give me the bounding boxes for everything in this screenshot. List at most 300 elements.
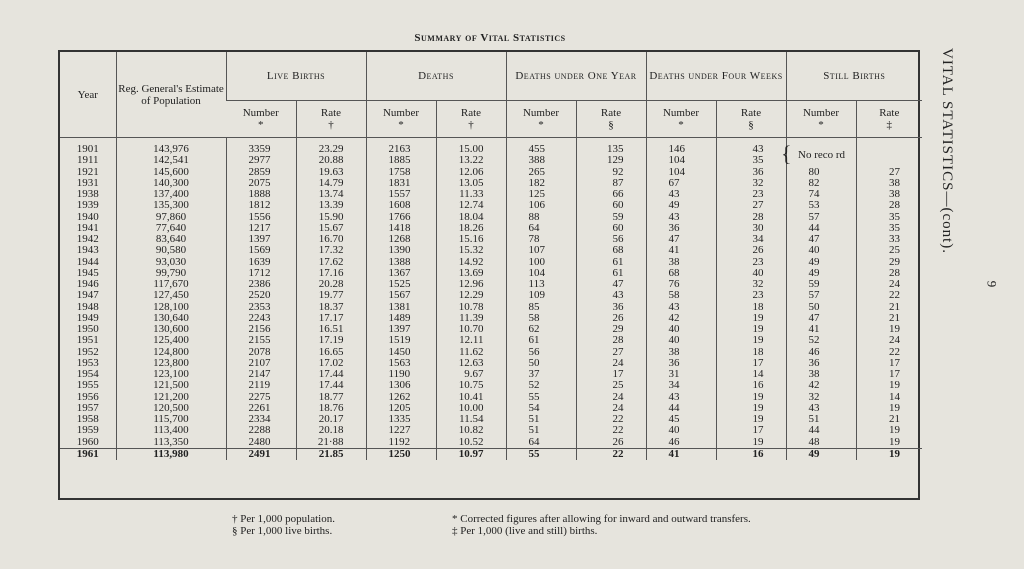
table-row (60, 155, 922, 166)
cell-still-births-rate (856, 155, 922, 166)
cell-still-births-rate: 17 (856, 369, 922, 380)
cell-live-births-rate: 17.02 (296, 358, 366, 369)
cell-live-births-rate: 21.85 (296, 448, 366, 460)
header-still-births: Still Births (786, 52, 922, 101)
cell-deaths-under-four-weeks-rate: 19 (716, 403, 786, 414)
cell-year: 1953 (76, 356, 99, 369)
cell-deaths-number: 1268 (366, 234, 436, 245)
cell-deaths-number: 1367 (366, 268, 436, 279)
cell-live-births-rate: 16.70 (296, 234, 366, 245)
cell-live-births-number: 2491 (226, 448, 296, 460)
cell-deaths-under-one-year-rate: 68 (576, 245, 646, 256)
cell-deaths-number: 1418 (366, 223, 436, 234)
cell-live-births-rate: 17.16 (296, 268, 366, 279)
cell-population: 124,800 (116, 347, 226, 358)
cell-still-births-number: 52 (786, 335, 856, 346)
cell-live-births-number: 1217 (226, 223, 296, 234)
cell-deaths-rate: 11.54 (436, 414, 506, 425)
table-title: Summary of Vital Statistics (414, 32, 566, 44)
cell-live-births-number: 1397 (226, 234, 296, 245)
cell-live-births-number: 1888 (226, 189, 296, 200)
cell-deaths-number: 1766 (366, 212, 436, 223)
cell-population: 137,400 (116, 189, 226, 200)
cell-deaths-number: 1306 (366, 380, 436, 391)
brace-glyph: { (781, 141, 792, 166)
cell-live-births-number: 2859 (226, 167, 296, 178)
cell-still-births-number: 44 (786, 425, 856, 436)
cell-deaths-under-one-year-rate: 60 (576, 200, 646, 211)
cell-deaths-under-four-weeks-rate: 19 (716, 313, 786, 324)
cell-year: 1952 (76, 345, 99, 358)
subheader-rate: Rate ‡ (856, 101, 922, 138)
cell-live-births-number: 2353 (226, 302, 296, 313)
header-year: Year (60, 52, 116, 138)
table-row (60, 234, 922, 245)
cell-still-births-number: 82 (786, 178, 856, 189)
cell-year: 1946 (76, 278, 99, 290)
cell-deaths-number: 2163 (366, 138, 436, 156)
cell-deaths-under-one-year-number: 109 (506, 290, 576, 301)
cell-still-births-number: 48 (786, 437, 856, 449)
cell-year: 1939 (76, 199, 99, 212)
cell-live-births-number: 2334 (226, 414, 296, 425)
cell-live-births-number: 1639 (226, 257, 296, 268)
cell-year: 1955 (76, 379, 99, 392)
cell-live-births-rate: 13.39 (296, 200, 366, 211)
cell-population: 135,300 (116, 200, 226, 211)
table-row (60, 268, 922, 279)
cell-live-births-number: 2156 (226, 324, 296, 335)
cell-deaths-number: 1227 (366, 425, 436, 436)
cell-deaths-under-four-weeks-rate: 14 (716, 369, 786, 380)
cell-still-births-rate: 33 (856, 234, 922, 245)
cell-year: 1941 (76, 221, 99, 234)
cell-year: 1958 (76, 413, 99, 425)
table-row (60, 358, 922, 369)
cell-population: 115,700 (116, 414, 226, 425)
cell-year: 1911 (76, 154, 99, 167)
cell-still-births-number: 74 (786, 189, 856, 200)
cell-deaths-under-four-weeks-number: 58 (646, 290, 716, 301)
cell-year: 1944 (76, 255, 99, 268)
cell-population: 125,400 (116, 335, 226, 346)
cell-deaths-under-four-weeks-rate: 19 (716, 324, 786, 335)
cell-year: 1960 (76, 435, 99, 448)
table-row (60, 347, 922, 358)
cell-still-births-rate: 21 (856, 302, 922, 313)
cell-deaths-number: 1885 (366, 155, 436, 166)
cell-still-births-number: 42 (786, 380, 856, 391)
cell-still-births-rate: 19 (856, 403, 922, 414)
cell-still-births-number: 59 (786, 279, 856, 290)
cell-live-births-rate: 20.88 (296, 155, 366, 166)
cell-live-births-number: 2480 (226, 437, 296, 449)
cell-deaths-under-one-year-rate: 47 (576, 279, 646, 290)
cell-live-births-number: 2119 (226, 380, 296, 391)
cell-year: 1957 (76, 401, 99, 414)
subheader-number: Number * (226, 101, 296, 138)
cell-deaths-under-one-year-number: 64 (506, 437, 576, 449)
cell-population: 113,400 (116, 425, 226, 436)
cell-deaths-rate: 11.62 (436, 347, 506, 358)
cell-live-births-rate: 14.79 (296, 178, 366, 189)
cell-deaths-under-four-weeks-number: 47 (646, 234, 716, 245)
cell-still-births-rate: 19 (856, 425, 922, 436)
cell-deaths-rate: 13.69 (436, 268, 506, 279)
cell-live-births-rate: 20.18 (296, 425, 366, 436)
cell-deaths-under-one-year-number: 106 (506, 200, 576, 211)
cell-deaths-number: 1557 (366, 189, 436, 200)
cell-deaths-under-one-year-number: 78 (506, 234, 576, 245)
cell-still-births-rate: 22 (856, 347, 922, 358)
cell-live-births-number: 1556 (226, 212, 296, 223)
table-row (60, 178, 922, 189)
table-row (60, 200, 922, 211)
cell-deaths-under-one-year-number: 125 (506, 189, 576, 200)
cell-deaths-under-one-year-rate: 17 (576, 369, 646, 380)
cell-still-births-rate: 21 (856, 414, 922, 425)
cell-live-births-number: 2078 (226, 347, 296, 358)
cell-still-births-number: 49 (786, 268, 856, 279)
table-row (60, 335, 922, 346)
cell-live-births-rate: 20.17 (296, 414, 366, 425)
cell-population: 130,600 (116, 324, 226, 335)
cell-live-births-number: 2275 (226, 392, 296, 403)
cell-still-births-number: 41 (786, 324, 856, 335)
cell-deaths-under-one-year-rate: 25 (576, 380, 646, 391)
cell-deaths-under-four-weeks-number: 43 (646, 212, 716, 223)
cell-deaths-under-one-year-number: 388 (506, 155, 576, 166)
cell-deaths-under-four-weeks-rate: 32 (716, 178, 786, 189)
cell-deaths-rate: 10.41 (436, 392, 506, 403)
cell-still-births-number: 40 (786, 245, 856, 256)
cell-live-births-number: 2977 (226, 155, 296, 166)
cell-population: 145,600 (116, 167, 226, 178)
cell-population: 143,976 (116, 138, 226, 156)
cell-still-births-number: 50 (786, 302, 856, 313)
cell-still-births-rate: 22 (856, 290, 922, 301)
cell-deaths-under-four-weeks-number: 41 (646, 245, 716, 256)
cell-population: 117,670 (116, 279, 226, 290)
cell-deaths-under-one-year-rate: 26 (576, 437, 646, 449)
cell-deaths-under-four-weeks-number: 76 (646, 279, 716, 290)
cell-deaths-rate: 11.39 (436, 313, 506, 324)
cell-deaths-rate: 9.67 (436, 369, 506, 380)
table-row (60, 257, 922, 268)
cell-deaths-under-one-year-number: 62 (506, 324, 576, 335)
cell-deaths-under-one-year-rate: 66 (576, 189, 646, 200)
cell-year: 1947 (76, 289, 99, 302)
cell-deaths-under-four-weeks-rate: 23 (716, 290, 786, 301)
cell-deaths-rate: 15.32 (436, 245, 506, 256)
cell-deaths-under-four-weeks-number: 49 (646, 200, 716, 211)
footnote-section: § Per 1,000 live births. (232, 525, 333, 537)
cell-deaths-under-four-weeks-number: 67 (646, 178, 716, 189)
cell-deaths-rate: 13.05 (436, 178, 506, 189)
cell-deaths-under-four-weeks-rate: 43 (716, 138, 786, 156)
cell-deaths-under-one-year-number: 64 (506, 223, 576, 234)
cell-still-births-rate: 35 (856, 223, 922, 234)
cell-deaths-rate: 10.97 (436, 448, 506, 460)
cell-deaths-under-four-weeks-rate: 19 (716, 392, 786, 403)
cell-still-births-rate: 29 (856, 257, 922, 268)
cell-deaths-under-four-weeks-number: 104 (646, 167, 716, 178)
cell-deaths-number: 1525 (366, 279, 436, 290)
cell-deaths-under-four-weeks-number: 46 (646, 437, 716, 449)
cell-year: 1921 (76, 165, 99, 178)
cell-deaths-under-four-weeks-number: 146 (646, 138, 716, 156)
cell-deaths-under-one-year-rate: 29 (576, 324, 646, 335)
cell-deaths-under-four-weeks-number: 68 (646, 268, 716, 279)
cell-deaths-under-one-year-rate: 129 (576, 155, 646, 166)
cell-still-births-rate: 24 (856, 335, 922, 346)
cell-deaths-under-one-year-rate: 135 (576, 138, 646, 156)
cell-deaths-under-four-weeks-number: 45 (646, 414, 716, 425)
table-row (60, 279, 922, 290)
cell-live-births-number: 2075 (226, 178, 296, 189)
cell-deaths-under-one-year-rate: 56 (576, 234, 646, 245)
cell-deaths-under-one-year-number: 52 (506, 380, 576, 391)
cell-population: 113,350 (116, 437, 226, 449)
cell-year: 1940 (76, 210, 99, 223)
cell-deaths-under-one-year-rate: 22 (576, 448, 646, 460)
cell-deaths-rate: 12.96 (436, 279, 506, 290)
cell-deaths-rate: 10.00 (436, 403, 506, 414)
cell-year: 1954 (76, 368, 99, 380)
cell-deaths-under-four-weeks-rate: 36 (716, 167, 786, 178)
header-deaths: Deaths (366, 52, 506, 101)
cell-live-births-number: 2155 (226, 335, 296, 346)
table-row (60, 437, 922, 449)
cell-deaths-number: 1397 (366, 324, 436, 335)
cell-deaths-rate: 12.11 (436, 335, 506, 346)
cell-still-births-rate (856, 138, 922, 156)
cell-population: 140,300 (116, 178, 226, 189)
cell-deaths-under-one-year-rate: 61 (576, 268, 646, 279)
cell-year: 1942 (76, 233, 99, 245)
cell-deaths-under-four-weeks-rate: 32 (716, 279, 786, 290)
cell-deaths-rate: 10.78 (436, 302, 506, 313)
cell-live-births-number: 2107 (226, 358, 296, 369)
cell-deaths-under-one-year-number: 85 (506, 302, 576, 313)
table-body (60, 138, 922, 461)
cell-deaths-under-four-weeks-rate: 18 (716, 302, 786, 313)
cell-live-births-rate: 15.67 (296, 223, 366, 234)
cell-deaths-under-four-weeks-rate: 17 (716, 425, 786, 436)
cell-deaths-under-four-weeks-rate: 40 (716, 268, 786, 279)
cell-deaths-under-four-weeks-number: 31 (646, 369, 716, 380)
cell-still-births-rate: 27 (856, 167, 922, 178)
cell-deaths-under-four-weeks-number: 38 (646, 257, 716, 268)
cell-year: 1949 (76, 311, 99, 324)
table-row (60, 313, 922, 324)
cell-live-births-number: 2261 (226, 403, 296, 414)
table-row (60, 414, 922, 425)
cell-live-births-rate: 18.76 (296, 403, 366, 414)
cell-still-births-number: 46 (786, 347, 856, 358)
table-row (60, 425, 922, 436)
cell-deaths-under-four-weeks-number: 104 (646, 155, 716, 166)
cell-still-births-number: 53 (786, 200, 856, 211)
vital-statistics-table (58, 50, 920, 500)
cell-still-births-number: 47 (786, 313, 856, 324)
cell-deaths-under-one-year-number: 50 (506, 358, 576, 369)
cell-deaths-rate: 12.63 (436, 358, 506, 369)
table-row (60, 223, 922, 234)
cell-deaths-under-one-year-number: 56 (506, 347, 576, 358)
cell-deaths-under-one-year-rate: 27 (576, 347, 646, 358)
cell-deaths-under-four-weeks-number: 34 (646, 380, 716, 391)
cell-deaths-under-four-weeks-rate: 19 (716, 414, 786, 425)
cell-deaths-under-four-weeks-number: 43 (646, 189, 716, 200)
cell-still-births-number: 36 (786, 358, 856, 369)
cell-still-births-rate: 21 (856, 313, 922, 324)
subheader-number: Number * (646, 101, 716, 138)
cell-population: 123,100 (116, 369, 226, 380)
cell-deaths-under-one-year-number: 107 (506, 245, 576, 256)
cell-deaths-rate: 15.16 (436, 234, 506, 245)
cell-deaths-rate: 12.74 (436, 200, 506, 211)
footnotes-right (452, 513, 751, 537)
cell-still-births-number: 44 (786, 223, 856, 234)
cell-deaths-number: 1262 (366, 392, 436, 403)
cell-still-births-number: 57 (786, 212, 856, 223)
cell-still-births-number: 51 (786, 414, 856, 425)
cell-deaths-under-four-weeks-rate: 18 (716, 347, 786, 358)
footnote-dagger: † Per 1,000 population. (232, 513, 335, 525)
cell-deaths-under-four-weeks-rate: 34 (716, 234, 786, 245)
cell-deaths-under-four-weeks-number: 38 (646, 347, 716, 358)
cell-deaths-under-one-year-number: 51 (506, 425, 576, 436)
cell-still-births-rate: 14 (856, 392, 922, 403)
header-deaths-under-one-year: Deaths under One Year (506, 52, 646, 101)
cell-deaths-under-four-weeks-number: 36 (646, 223, 716, 234)
cell-deaths-under-four-weeks-rate: 35 (716, 155, 786, 166)
cell-deaths-under-four-weeks-rate: 17 (716, 358, 786, 369)
cell-deaths-under-four-weeks-rate: 19 (716, 335, 786, 346)
cell-still-births-rate: 25 (856, 245, 922, 256)
cell-live-births-number: 1569 (226, 245, 296, 256)
table-row (60, 212, 922, 223)
cell-live-births-rate: 17.44 (296, 369, 366, 380)
cell-deaths-under-one-year-rate: 28 (576, 335, 646, 346)
cell-population: 97,860 (116, 212, 226, 223)
cell-live-births-number: 1812 (226, 200, 296, 211)
cell-live-births-number: 2243 (226, 313, 296, 324)
cell-deaths-number: 1388 (366, 257, 436, 268)
cell-deaths-under-one-year-number: 182 (506, 178, 576, 189)
cell-deaths-under-one-year-number: 37 (506, 369, 576, 380)
cell-deaths-under-one-year-number: 455 (506, 138, 576, 156)
cell-deaths-rate: 15.00 (436, 138, 506, 156)
cell-still-births-rate: 19 (856, 448, 922, 460)
cell-still-births-number: 57 (786, 290, 856, 301)
cell-live-births-rate: 20.28 (296, 279, 366, 290)
cell-live-births-rate: 21·88 (296, 437, 366, 449)
cell-deaths-rate: 13.22 (436, 155, 506, 166)
cell-deaths-rate: 10.52 (436, 437, 506, 449)
cell-deaths-under-one-year-rate: 26 (576, 313, 646, 324)
cell-deaths-number: 1608 (366, 200, 436, 211)
cell-deaths-under-four-weeks-rate: 23 (716, 189, 786, 200)
table-row (60, 302, 922, 313)
cell-still-births-number: 49 (786, 257, 856, 268)
table-row (60, 324, 922, 335)
page-number: 9 (984, 280, 1000, 288)
no-record-note: No reco rd (798, 149, 846, 161)
table-row (60, 167, 922, 178)
cell-still-births-rate: 19 (856, 437, 922, 449)
cell-year: 1959 (76, 424, 99, 437)
cell-still-births-rate: 38 (856, 189, 922, 200)
cell-still-births-rate: 28 (856, 268, 922, 279)
cell-population: 99,790 (116, 268, 226, 279)
cell-deaths-number: 1205 (366, 403, 436, 414)
cell-deaths-number: 1390 (366, 245, 436, 256)
cell-deaths-under-one-year-number: 58 (506, 313, 576, 324)
cell-live-births-rate: 18.37 (296, 302, 366, 313)
cell-live-births-rate: 17.44 (296, 380, 366, 391)
cell-deaths-under-one-year-rate: 24 (576, 358, 646, 369)
cell-deaths-number: 1381 (366, 302, 436, 313)
cell-deaths-under-four-weeks-number: 40 (646, 425, 716, 436)
cell-year: 1961 (60, 448, 116, 460)
cell-still-births-number: 38 (786, 369, 856, 380)
cell-deaths-under-four-weeks-number: 43 (646, 302, 716, 313)
cell-deaths-rate: 10.70 (436, 324, 506, 335)
cell-deaths-under-four-weeks-number: 40 (646, 324, 716, 335)
cell-population: 120,500 (116, 403, 226, 414)
cell-live-births-rate: 16.51 (296, 324, 366, 335)
cell-population: 90,580 (116, 245, 226, 256)
cell-deaths-under-one-year-number: 51 (506, 414, 576, 425)
cell-deaths-under-one-year-rate: 59 (576, 212, 646, 223)
cell-deaths-number: 1450 (366, 347, 436, 358)
cell-population: 93,030 (116, 257, 226, 268)
cell-deaths-under-one-year-number: 61 (506, 335, 576, 346)
cell-deaths-under-one-year-rate: 22 (576, 414, 646, 425)
cell-deaths-under-four-weeks-number: 36 (646, 358, 716, 369)
cell-deaths-under-one-year-rate: 92 (576, 167, 646, 178)
subheader-number: Number * (786, 101, 856, 138)
cell-deaths-under-four-weeks-rate: 23 (716, 257, 786, 268)
cell-deaths-under-one-year-rate: 36 (576, 302, 646, 313)
cell-year: 1956 (76, 390, 99, 403)
cell-still-births-rate: 19 (856, 380, 922, 391)
footnote-star: * Corrected figures after allowing for inward and outward transfers. (452, 513, 751, 525)
table-row (60, 369, 922, 380)
subheader-rate: Rate † (436, 101, 506, 138)
table-row (60, 290, 922, 301)
header-population: Reg. General's Estimate of Population (116, 52, 226, 138)
cell-live-births-number: 2288 (226, 425, 296, 436)
cell-deaths-under-one-year-number: 54 (506, 403, 576, 414)
cell-still-births-number: 32 (786, 392, 856, 403)
cell-population: 121,500 (116, 380, 226, 391)
cell-deaths-under-one-year-number: 100 (506, 257, 576, 268)
cell-live-births-number: 3359 (226, 138, 296, 156)
subheader-rate: Rate § (576, 101, 646, 138)
cell-deaths-number: 1563 (366, 358, 436, 369)
cell-deaths-under-four-weeks-number: 40 (646, 335, 716, 346)
cell-still-births-rate: 17 (856, 358, 922, 369)
cell-population: 130,640 (116, 313, 226, 324)
subheader-number: Number * (366, 101, 436, 138)
cell-live-births-number: 1712 (226, 268, 296, 279)
cell-deaths-number: 1250 (366, 448, 436, 460)
cell-deaths-under-one-year-number: 265 (506, 167, 576, 178)
cell-deaths-under-four-weeks-number: 43 (646, 392, 716, 403)
